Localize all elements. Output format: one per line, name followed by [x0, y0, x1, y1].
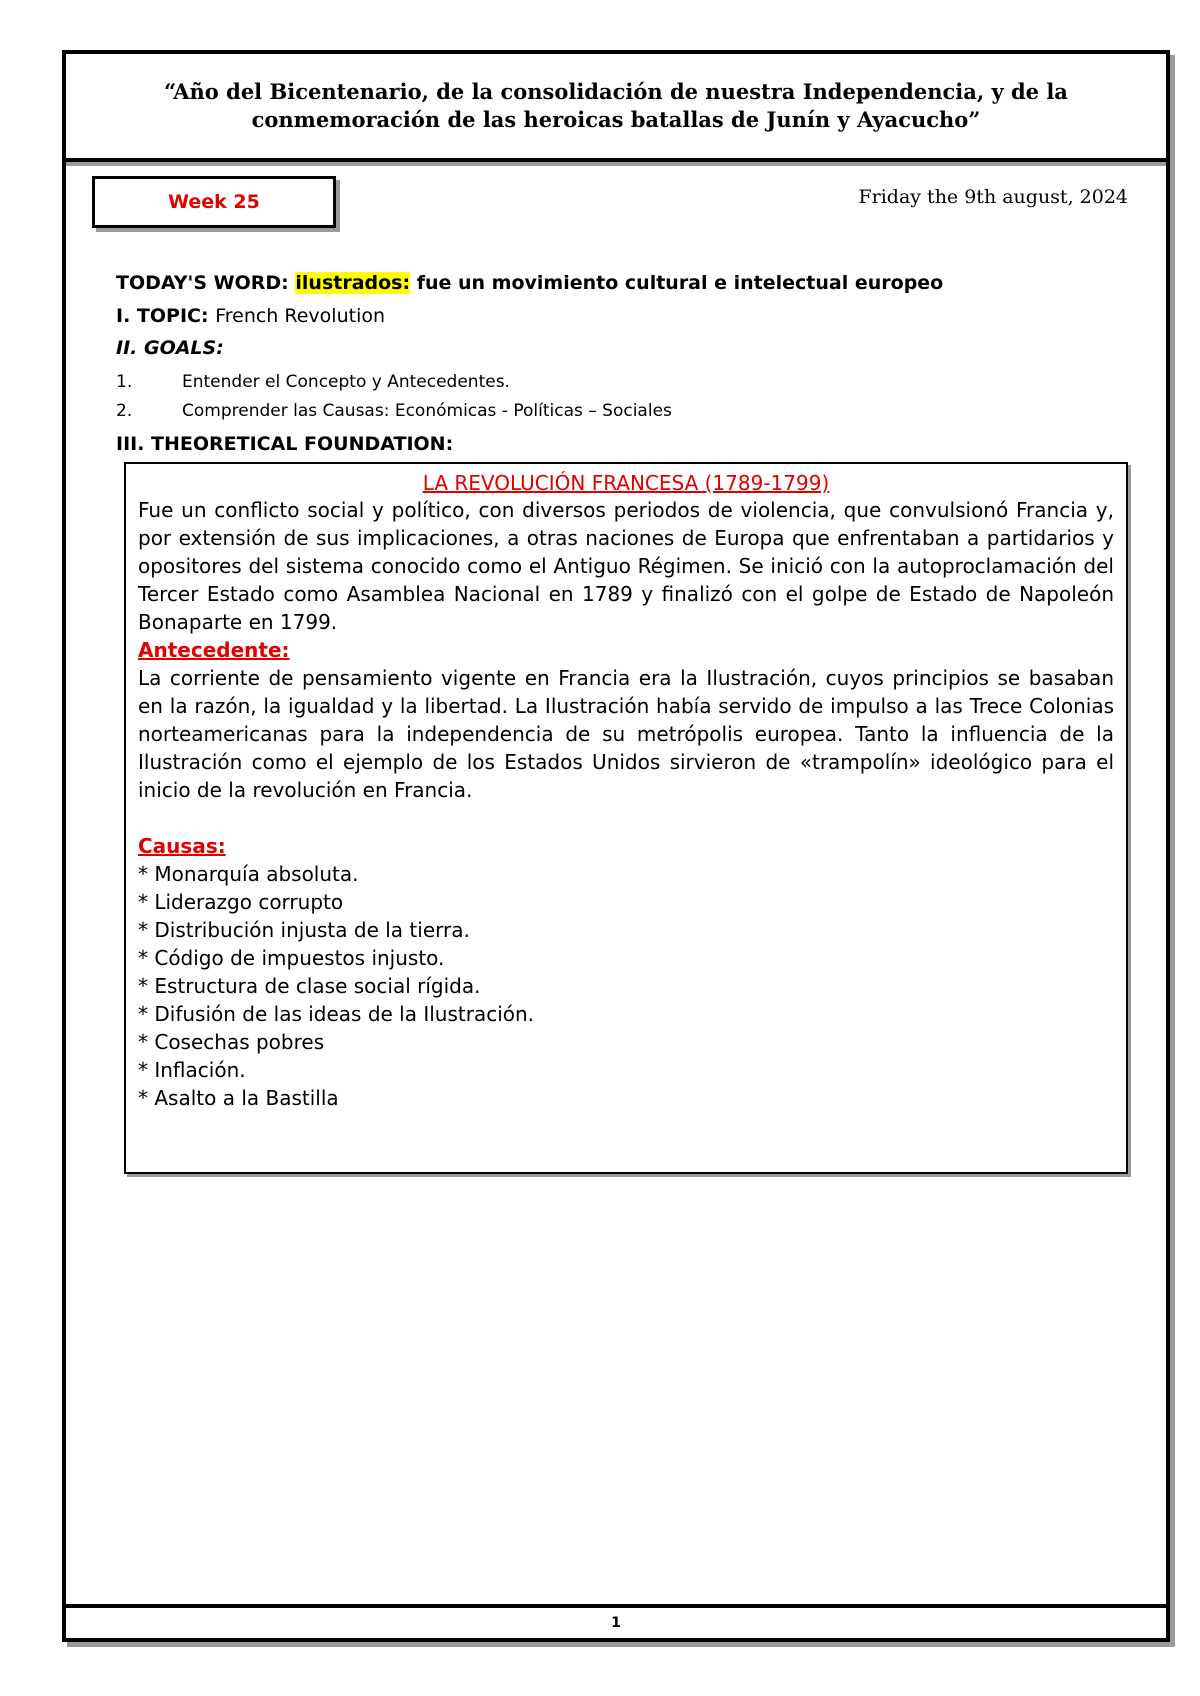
week-box	[92, 176, 336, 228]
list-item: * Código de impuestos injusto.	[138, 946, 445, 970]
causas-title: Causas:	[138, 834, 226, 858]
topic-line	[116, 305, 385, 327]
todays-word-term: ilustrados:	[295, 272, 411, 294]
intro-paragraph: Fue un conflicto social y político, con diversos periodos de violencia, que convulsionó Francia y, por extensión de sus implicaciones, a otras naciones de Europa que enfrentaban a partidarios y opositores del sistema conocido como el Antiguo Régimen. Se inició con la autoproclamación del Tercer Estado como Asamblea Nacional en 1789 y finalizó con el golpe de Estado de Napoleón Bonaparte en 1799.	[138, 498, 1114, 634]
goal-number: 1.	[116, 372, 133, 392]
todays-word-label: TODAY'S WORD:	[116, 272, 289, 294]
causes-list	[138, 860, 1114, 1112]
motto-line-1: “Año del Bicentenario, de la consolidación de nuestra Independencia, y de la	[164, 79, 1068, 104]
topic-label: I. TOPIC:	[116, 305, 209, 327]
goal-number: 2.	[116, 401, 133, 421]
box-title: LA REVOLUCIÓN FRANCESA (1789-1799)	[422, 471, 830, 495]
goals-heading: II. GOALS:	[116, 337, 224, 359]
theory-heading: III. THEORETICAL FOUNDATION:	[116, 433, 454, 455]
goal-item	[116, 401, 672, 421]
date-text: Friday the 9th august, 2024	[858, 186, 1128, 208]
list-item: * Cosechas pobres	[138, 1030, 325, 1054]
list-item: * Estructura de clase social rígida.	[138, 974, 481, 998]
page-frame	[62, 50, 1170, 1642]
page-number: 1	[611, 1615, 621, 1631]
footer-bar	[66, 1604, 1166, 1638]
list-item: * Monarquía absoluta.	[138, 862, 359, 886]
week-label: Week 25	[168, 191, 260, 213]
list-item: * Difusión de las ideas de la Ilustración.	[138, 1002, 535, 1026]
spacer	[138, 804, 1114, 832]
todays-word-line	[116, 272, 943, 294]
topic-value: French Revolution	[215, 305, 386, 327]
list-item: * Liderazgo corrupto	[138, 890, 344, 914]
antecedente-paragraph: La corriente de pensamiento vigente en Francia era la Ilustración, cuyos principios se basaban en la razón, la igualdad y la libertad. La Ilustración había servido de impulso a las Trece Colonias norteamericanas para la independencia de su metrópolis europea. Tanto la influencia de la Ilustración como el ejemplo de los Estados Unidos sirvieron de «trampolín» ideológico para el inicio de la revolución en Francia.	[138, 666, 1114, 802]
header-motto	[66, 54, 1166, 162]
goal-text: Comprender las Causas: Económicas - Políticas – Sociales	[182, 401, 672, 421]
list-item: * Inflación.	[138, 1058, 246, 1082]
motto-line-2: conmemoración de las heroicas batallas de Junín y Ayacucho”	[251, 107, 981, 132]
goal-item	[116, 372, 510, 392]
list-item: * Distribución injusta de la tierra.	[138, 918, 470, 942]
theory-content-box	[124, 462, 1128, 1174]
list-item: * Asalto a la Bastilla	[138, 1086, 339, 1110]
antecedente-title: Antecedente:	[138, 638, 290, 662]
goal-text: Entender el Concepto y Antecedentes.	[182, 372, 510, 392]
todays-word-definition: fue un movimiento cultural e intelectual europeo	[416, 272, 944, 294]
